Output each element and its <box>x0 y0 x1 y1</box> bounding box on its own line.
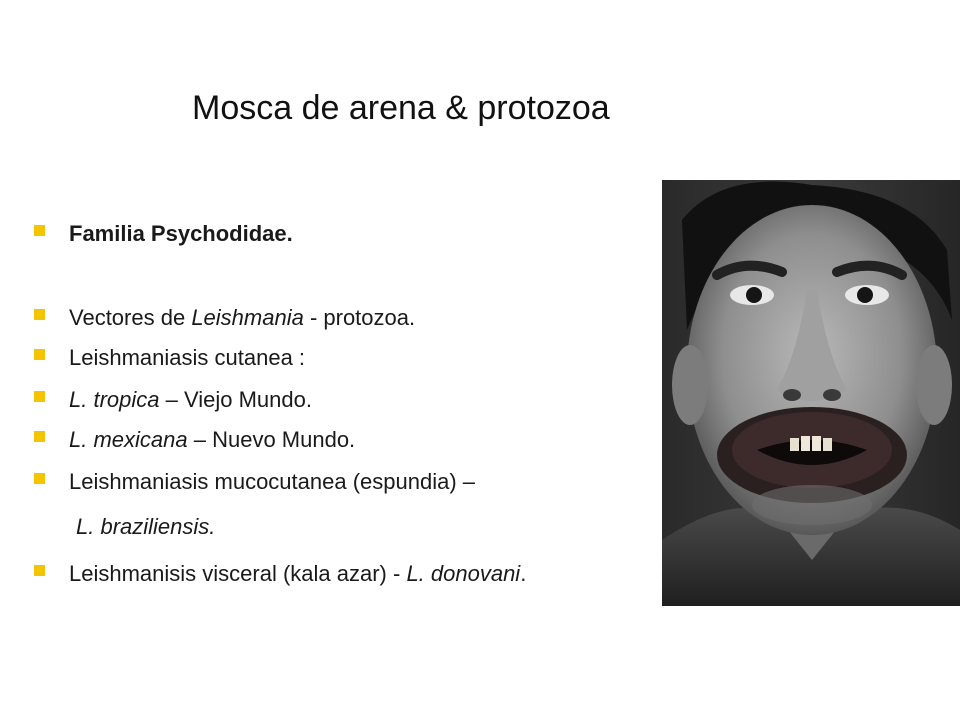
bullet-text: Leishmaniasis cutanea : <box>69 345 306 370</box>
bullet-square-icon <box>34 565 45 576</box>
bullet-item <box>34 466 475 498</box>
bullet-square-icon <box>34 349 45 360</box>
bullet-text: L. mexicana – Nuevo Mundo. <box>69 427 356 452</box>
bullet-item <box>34 342 305 374</box>
bullet-item <box>34 558 526 590</box>
portrait-photo <box>662 180 960 606</box>
bullet-text: Vectores de Leishmania - protozoa. <box>69 305 416 330</box>
bullet-continuation: L. braziliensis. <box>76 514 216 539</box>
slide-title: Mosca de arena & protozoa <box>192 89 610 127</box>
portrait-photo-icon <box>662 180 960 606</box>
bullet-square-icon <box>34 225 45 236</box>
bullet-item <box>34 218 293 250</box>
bullet-item <box>34 384 312 416</box>
bullet-text: Leishmanisis visceral (kala azar) - L. donovani. <box>69 561 527 586</box>
bullet-square-icon <box>34 431 45 442</box>
bullet-square-icon <box>34 309 45 320</box>
bullet-text: L. tropica – Viejo Mundo. <box>69 387 312 412</box>
bullet-square-icon <box>34 391 45 402</box>
bullet-item <box>34 302 415 334</box>
bullet-text: Leishmaniasis mucocutanea (espundia) – <box>69 469 476 494</box>
bullet-square-icon <box>34 473 45 484</box>
bullet-text: Familia Psychodidae. <box>69 221 293 246</box>
bullet-item <box>34 424 355 456</box>
